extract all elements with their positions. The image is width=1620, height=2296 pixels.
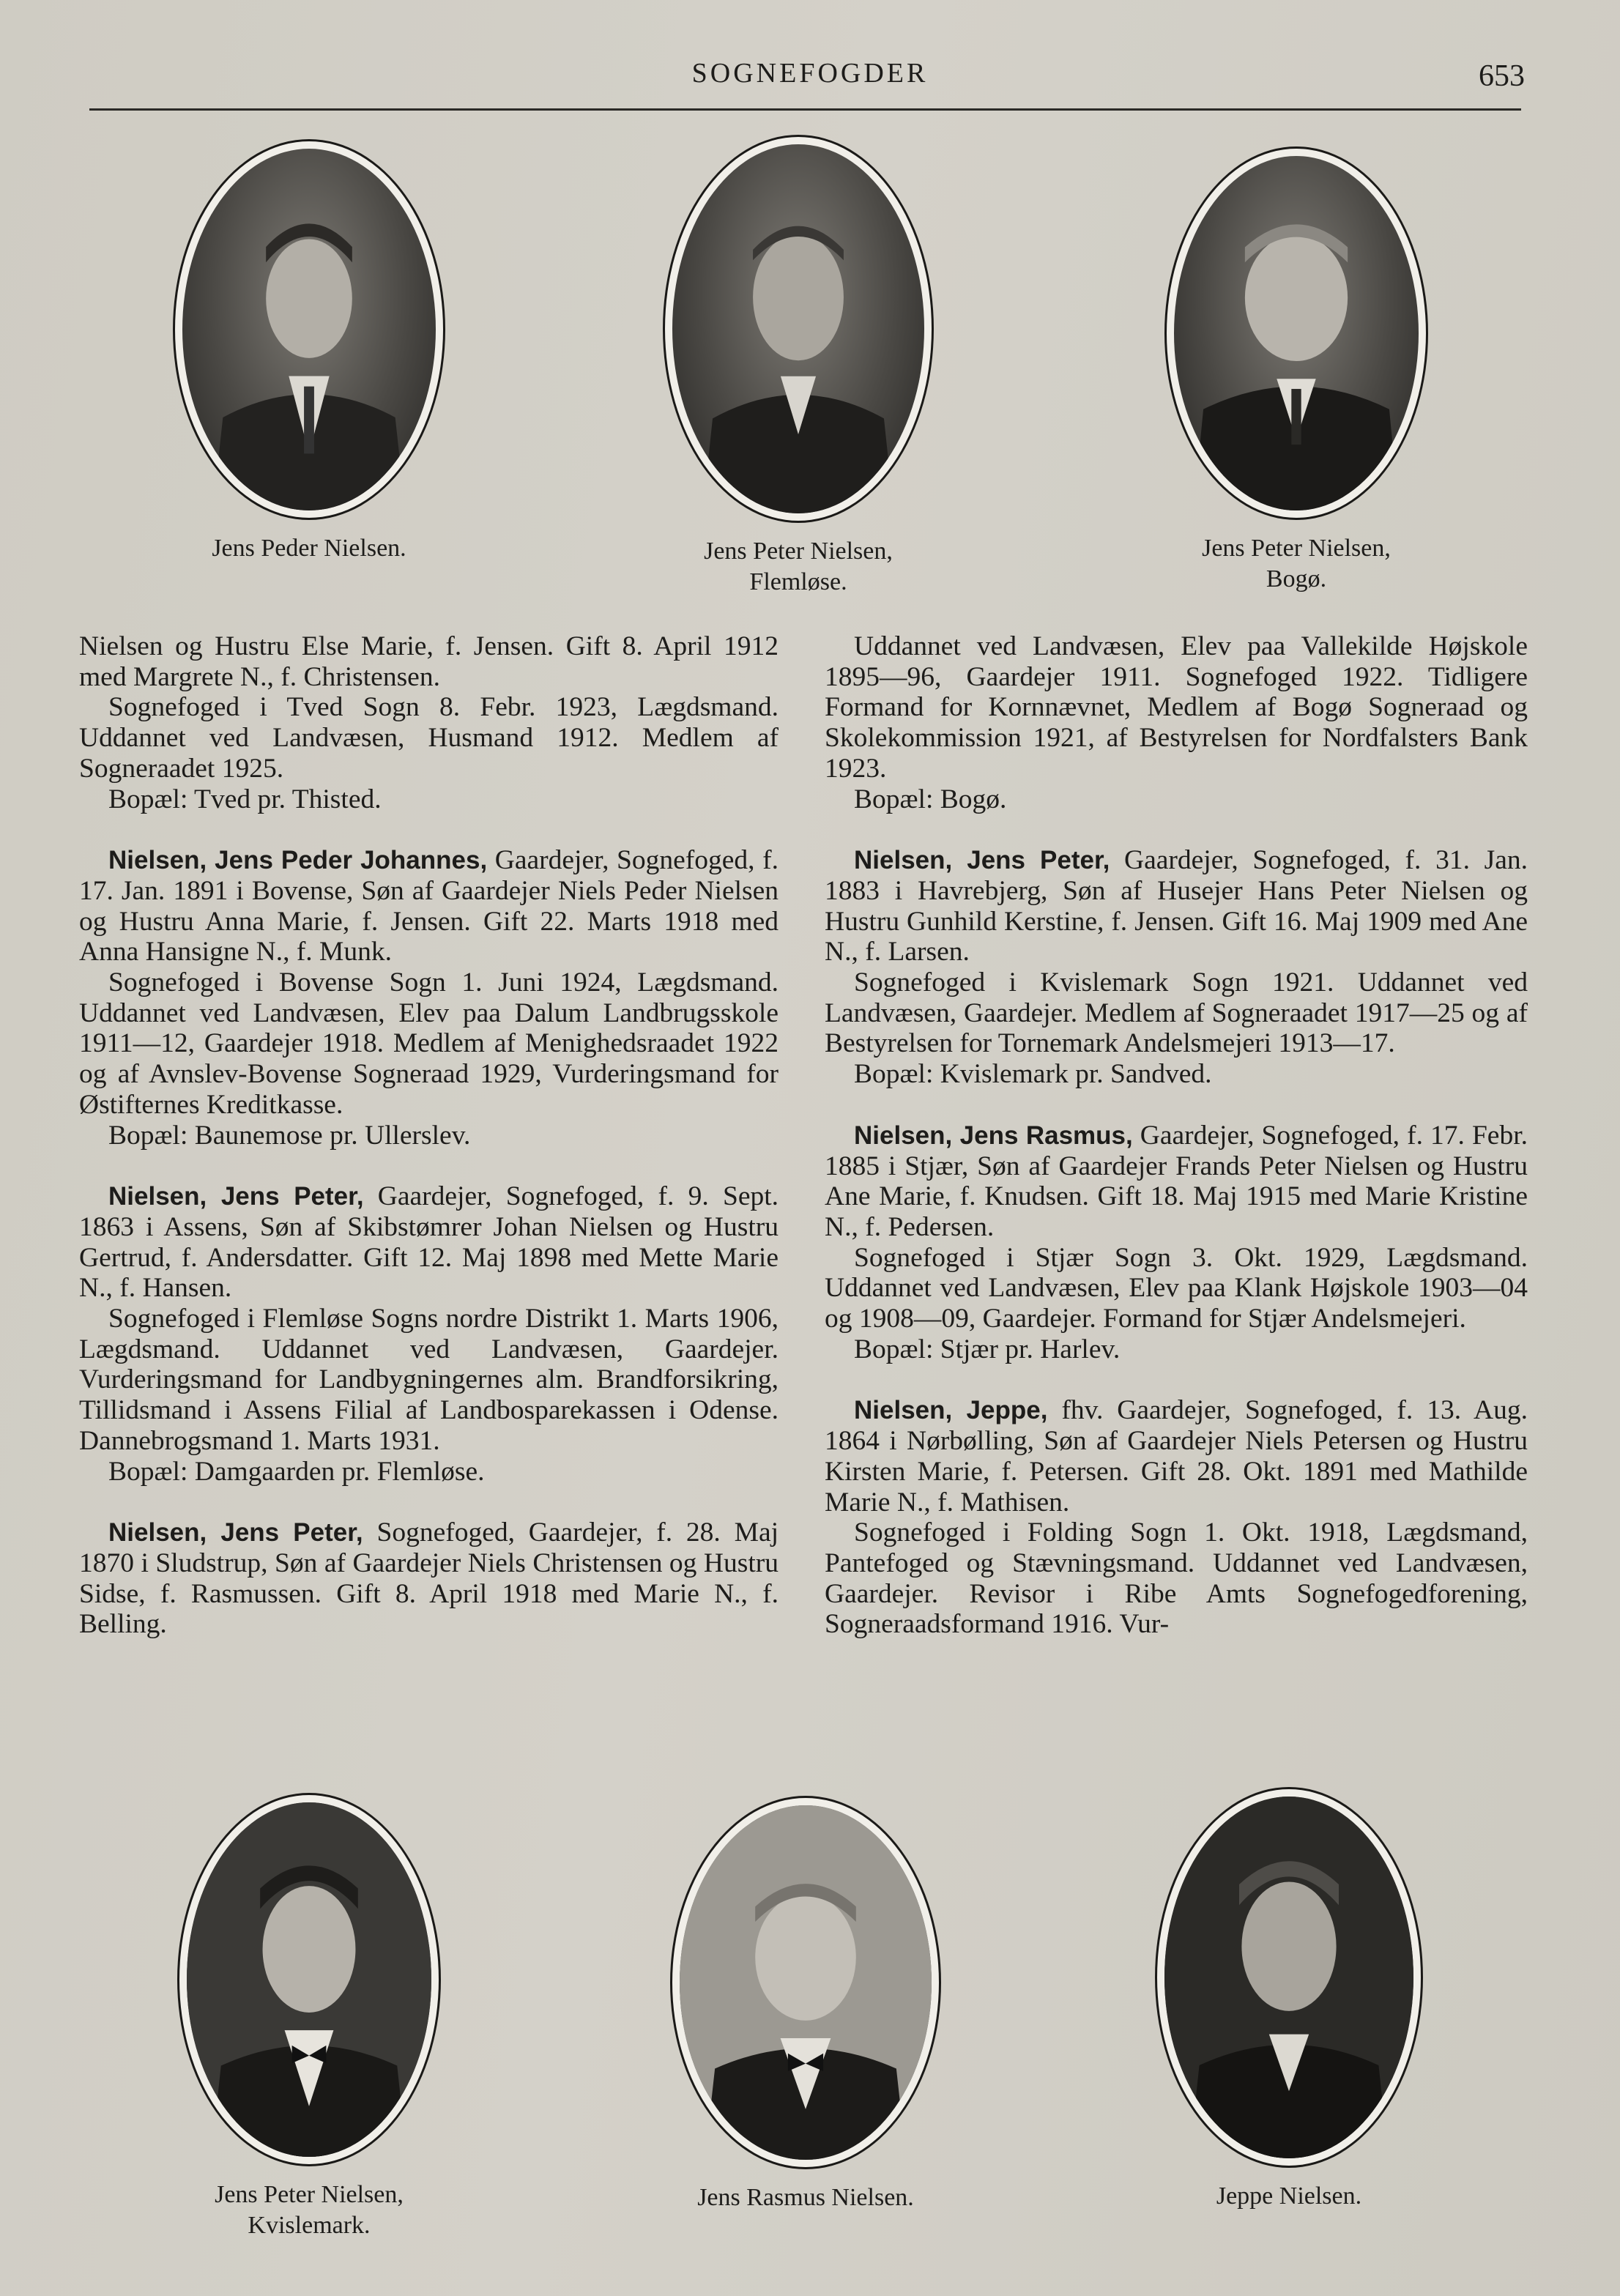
- portrait-photo: [187, 1802, 431, 2157]
- caption-line-1: Jens Rasmus Nielsen.: [697, 2184, 914, 2211]
- paragraph: Nielsen og Hustru Else Marie, f. Jensen. Gift 8. April 1912 med Margrete N., f. Christensen.: [79, 631, 779, 692]
- portrait-oval: [1164, 146, 1428, 520]
- portrait-caption: [1150, 2181, 1428, 2212]
- entry-text: Gaardejer, Sognefoged, f. 9. Sept. 1863 i Assens, Søn af Skibstømrer Johan Nielsen og Hustru Gertrud, f. Andersdatter. Gift 12. Maj 1898 med Mette Marie N., f. Hansen.: [79, 1181, 779, 1304]
- paragraph: Sognefoged i Bovense Sogn 1. Juni 1924, Lægdsmand. Uddannet ved Landvæsen, Elev paa Dalum Landbrugsskole 1911—12, Gaardejer 1918. Medlem af Menighedsraadet 1922 og af Avnslev-Bovense Sogneraad 1929, Vurderingsmand for Østifternes Kreditkasse.: [79, 967, 779, 1120]
- caption-line-2: Kvislemark.: [248, 2212, 371, 2239]
- entry-lead: [825, 1395, 1528, 1517]
- portrait-caption: [163, 2180, 456, 2241]
- portrait-jens-peter-nielsen-kvislemark: [163, 1793, 456, 2241]
- entry-text: fhv. Gaardejer, Sognefoged, f. 13. Aug. 1864 i Nørbølling, Søn af Gaardejer Niels Petersen og Hustru Kirsten Marie, f. Petersen. Gift 28. Okt. 1891 med Mathilde Marie N., f. Mathisen.: [825, 1395, 1528, 1517]
- residence: Bopæl: Bogø.: [854, 784, 1007, 814]
- residence: Bopæl: Kvislemark pr. Sandved.: [854, 1059, 1212, 1090]
- portrait-caption: [170, 533, 448, 564]
- entry-name: Nielsen, Jens Peder Johannes,: [108, 846, 488, 875]
- caption-line-1: Jens Peder Nielsen.: [212, 535, 406, 562]
- running-head: [0, 57, 1620, 101]
- portrait-oval: [173, 139, 445, 520]
- portrait-oval: [177, 1793, 441, 2166]
- running-title: SOGNEFOGDER: [691, 58, 929, 89]
- entry-continuation: [79, 631, 779, 814]
- entry-jens-peder-johannes: [79, 845, 779, 1151]
- residence: Bopæl: Stjær pr. Harlev.: [854, 1334, 1121, 1364]
- paragraph: Uddannet ved Landvæsen, Elev paa Vallekilde Højskole 1895—96, Gaardejer 1911. Sognefoged 1922. Tidligere Formand for Kornnævnet, Medlem af Bogø Sogneraad og Skolekommission 1921, af Bestyrelsen for Nordfalsters Bank 1923.: [825, 631, 1528, 784]
- entry-lead: [825, 845, 1528, 967]
- entry-name: Nielsen, Jens Rasmus,: [854, 1121, 1133, 1150]
- residence: Bopæl: Tved pr. Thisted.: [108, 784, 382, 814]
- portrait-jeppe-nielsen: [1150, 1787, 1428, 2212]
- portrait-jens-rasmus-nielsen: [659, 1796, 952, 2213]
- entry-lead: [825, 1121, 1528, 1243]
- portrait-oval: [663, 135, 934, 523]
- residence: Bopæl: Baunemose pr. Ullerslev.: [108, 1120, 471, 1151]
- portrait-photo: [680, 1805, 932, 2160]
- entry-lead: [79, 1517, 779, 1640]
- portrait-photo: [1174, 156, 1419, 510]
- entry-jens-peter-bogo: [79, 1517, 779, 1640]
- portrait-jens-peter-nielsen-bogo: [1157, 146, 1435, 595]
- portrait-oval: [670, 1796, 941, 2169]
- paragraph: Sognefoged i Tved Sogn 8. Febr. 1923, Lægdsmand. Uddannet ved Landvæsen, Husmand 1912. Medlem af Sogneraadet 1925.: [79, 692, 779, 784]
- entry-jens-peter-flemlose: [79, 1181, 779, 1487]
- portrait-photo: [1164, 1797, 1413, 2158]
- entry-text: Gaardejer, Sognefoged, f. 31. Jan. 1883 i Havrebjerg, Søn af Husejer Hans Peter Nielsen og Hustru Gunhild Kerstine, f. Jensen. Gift 16. Maj 1909 med Ane N., f. Larsen.: [825, 845, 1528, 967]
- entry-name: Nielsen, Jens Peter,: [108, 1182, 364, 1211]
- paragraph: Sognefoged i Folding Sogn 1. Okt. 1918, Lægdsmand, Pantefoged og Stævningsmand. Uddannet ved Landvæsen, Gaardejer. Revisor i Ribe Amts Sognefogedforening, Sogneraadsformand 1916. Vur-: [825, 1517, 1528, 1640]
- caption-line-1: Jeppe Nielsen.: [1216, 2182, 1362, 2210]
- caption-line-1: Jens Peter Nielsen,: [1202, 535, 1391, 562]
- right-column: [825, 631, 1528, 1671]
- entry-continuation: [825, 631, 1528, 814]
- left-column: [79, 631, 779, 1671]
- entry-name: Nielsen, Jens Peter,: [108, 1518, 363, 1548]
- header-rule: [89, 108, 1521, 111]
- portrait-caption: [652, 536, 945, 598]
- entry-jens-peter-kvislemark: [825, 845, 1528, 1090]
- caption-line-2: Bogø.: [1266, 565, 1327, 592]
- portrait-jens-peder-nielsen: [170, 139, 448, 564]
- entry-text: Gaardejer, Sognefoged, f. 17. Jan. 1891 i Bovense, Søn af Gaardejer Niels Peder Nielsen og Hustru Anna Marie, f. Jensen. Gift 22. Marts 1918 med Anna Hansigne N., f. Munk.: [79, 845, 779, 967]
- paragraph: Sognefoged i Flemløse Sogns nordre Distrikt 1. Marts 1906, Lægdsmand. Uddannet ved Landvæsen, Gaardejer. Vurderingsmand for Landbygningernes alm. Brandforsikring, Tillidsmand i Assens Filial af Landbosparekassen i Odense. Dannebrogsmand 1. Marts 1931.: [79, 1304, 779, 1456]
- portrait-caption: [1157, 533, 1435, 595]
- entry-lead: [79, 1181, 779, 1304]
- entry-name: Nielsen, Jens Peter,: [854, 846, 1110, 875]
- entry-name: Nielsen, Jeppe,: [854, 1396, 1048, 1425]
- entry-lead: [79, 845, 779, 967]
- caption-line-1: Jens Peter Nielsen,: [704, 538, 893, 565]
- entry-jens-rasmus: [825, 1121, 1528, 1365]
- page-number: 653: [1479, 59, 1525, 93]
- paragraph: Sognefoged i Stjær Sogn 3. Okt. 1929, Lægdsmand. Uddannet ved Landvæsen, Elev paa Klank Højskole 1903—04 og 1908—09, Gaardejer. Formand for Stjær Andelsmejeri.: [825, 1242, 1528, 1334]
- portrait-jens-peter-nielsen-flemlose: [652, 135, 945, 598]
- portrait-photo: [182, 149, 436, 510]
- portrait-caption: [659, 2182, 952, 2213]
- caption-line-1: Jens Peter Nielsen,: [215, 2181, 404, 2208]
- entry-jeppe: [825, 1395, 1528, 1640]
- residence: Bopæl: Damgaarden pr. Flemløse.: [108, 1456, 485, 1487]
- entry-text: Gaardejer, Sognefoged, f. 17. Febr. 1885 i Stjær, Søn af Gaardejer Frands Peter Nielsen og Hustru Ane Marie, f. Knudsen. Gift 18. Maj 1915 med Marie Kristine N., f. Pedersen.: [825, 1120, 1528, 1242]
- entry-text: Sognefoged, Gaardejer, f. 28. Maj 1870 i Sludstrup, Søn af Gaardejer Niels Christensen og Hustru Sidse, f. Rasmussen. Gift 8. April 1918 med Marie N., f. Belling.: [79, 1517, 779, 1640]
- caption-line-2: Flemløse.: [749, 568, 847, 595]
- paragraph: Sognefoged i Kvislemark Sogn 1921. Uddannet ved Landvæsen, Gaardejer. Medlem af Sogneraadet 1917—25 og af Bestyrelsen for Tornemark Andelsmejeri 1913—17.: [825, 967, 1528, 1059]
- portrait-oval: [1155, 1787, 1423, 2168]
- portrait-photo: [672, 144, 924, 513]
